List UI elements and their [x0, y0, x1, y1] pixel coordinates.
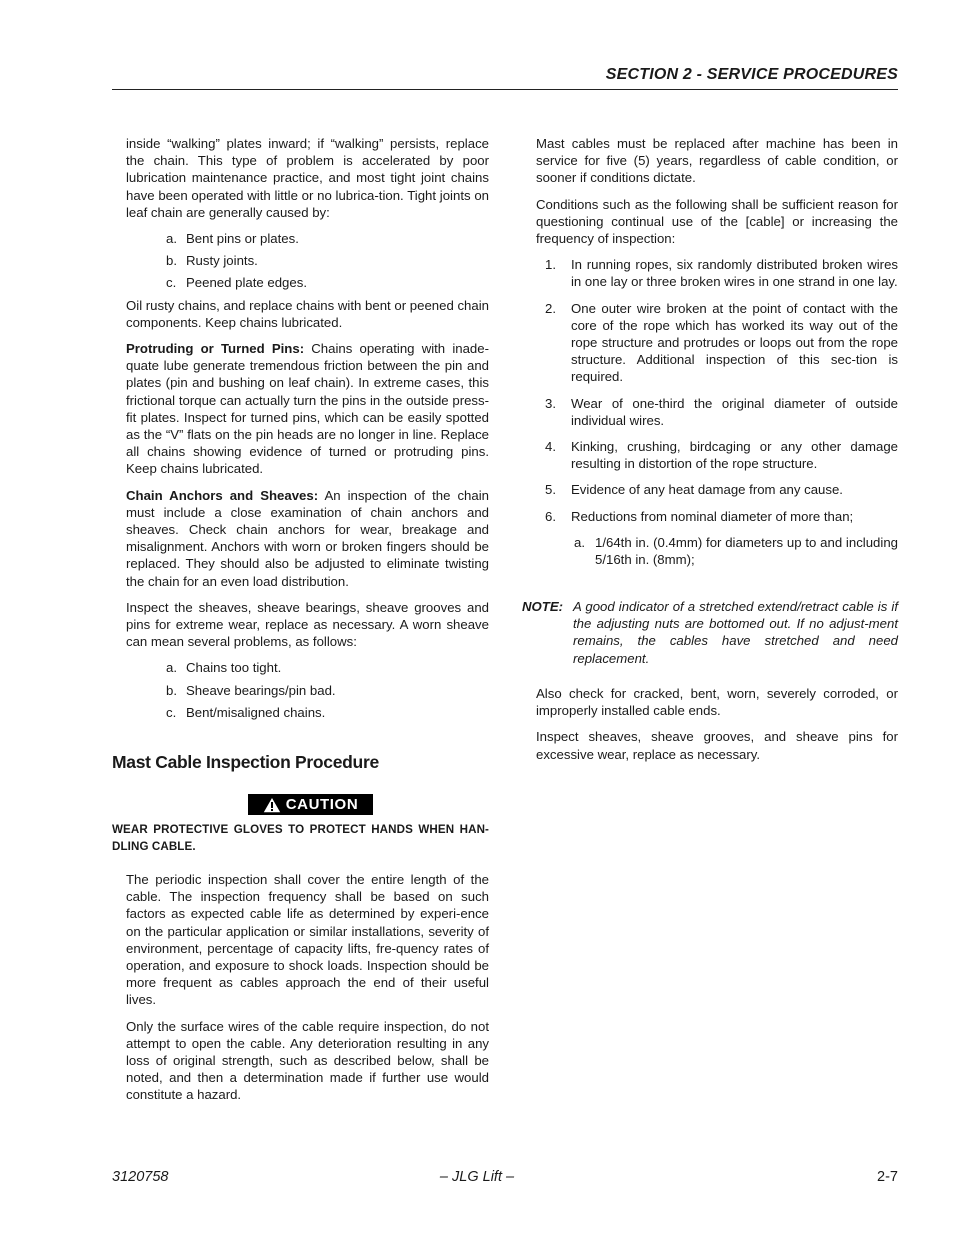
- paragraph-cable-ends: Also check for cracked, bent, worn, severely corroded, or improperly installed cable ends.: [536, 686, 898, 719]
- paragraph-turned-pins: [126, 340, 489, 478]
- list-marker: b.: [166, 682, 177, 698]
- footer-page-number: 2-7: [877, 1169, 898, 1185]
- list-text: 1/64th in. (0.4mm) for diameters up to and including 5/16th in. (8mm);: [595, 534, 898, 568]
- list-text: Bent/misaligned chains.: [186, 704, 326, 720]
- list-marker: c.: [166, 704, 177, 720]
- list-item: [126, 682, 489, 699]
- list-text: One outer wire broken at the point of contact with the core of the rope which has worked its way out of the rope structure and protrudes or loops out from the rope structure. Additional inspection of this sec-tion is required.: [571, 300, 898, 385]
- list-marker: a.: [574, 534, 585, 550]
- list-item: [536, 438, 898, 472]
- list-marker: 4.: [545, 439, 556, 455]
- conditions-list: [536, 256, 898, 525]
- footer-doc-number: 3120758: [112, 1169, 169, 1185]
- list-item: [126, 230, 489, 247]
- list-marker: b.: [166, 253, 177, 269]
- list-text: Bent pins or plates.: [186, 231, 299, 247]
- turned-pins-text: Chains operating with inade-quate lube generate tremendous friction between the pin and plates (pin and bushing on leaf chain). In extreme cases, this frictional torque can actually turn the pins in the outside press-fit plates. Inspect for turned pins, which can be easily spotted as the “V” flats on the pin heads are no longer in line. Replace all chains showing evidence of turned or protruding pins. Keep chains lubricated.: [126, 341, 489, 477]
- note-label: NOTE:: [522, 599, 564, 614]
- note-block: [522, 598, 898, 667]
- tight-joint-causes-list: [126, 230, 489, 292]
- paragraph-oil-rusty-chains: Oil rusty chains, and replace chains with bent or peened chain components. Keep chains lubricated.: [126, 297, 489, 330]
- list-item: [126, 704, 489, 721]
- section-heading: Mast Cable Inspection Procedure: [112, 752, 379, 772]
- list-text: Chains too tight.: [186, 660, 282, 676]
- mast-cable-body: [126, 871, 489, 1113]
- list-item: [126, 274, 489, 291]
- right-column: [536, 135, 898, 573]
- list-text: Wear of one-third the original diameter of outside individual wires.: [571, 395, 898, 428]
- chain-anchors-label: Chain Anchors and Sheaves:: [126, 487, 319, 503]
- list-marker: 6.: [545, 508, 556, 524]
- warning-triangle-icon: [263, 797, 281, 813]
- paragraph-inspect-sheaves: Inspect the sheaves, sheave bearings, sheave grooves and pins for extreme wear, replace as necessary. A worn sheave can mean several problems, as follows:: [126, 599, 489, 650]
- list-item: [536, 534, 898, 568]
- chain-anchors-text: An inspection of the chain must include a close examination of chain anchors and sheaves. Check chain anchors for wear, breakage and misalignment. Anchors with worn or broken fingers should be replaced. They should also be adjusted to eliminate twisting the chain for an even load distribution.: [126, 487, 489, 589]
- list-text: In running ropes, six randomly distributed broken wires in one lay or three broken wires in one strand in one lay.: [571, 257, 898, 290]
- list-text: Rusty joints.: [186, 253, 258, 269]
- list-item: [536, 256, 898, 290]
- list-text: Evidence of any heat damage from any cause.: [571, 482, 843, 498]
- paragraph-surface-wires: Only the surface wires of the cable require inspection, do not attempt to open the cable. Any deterioration resulting in any loss of original strength, such as described below, shall be noted, and then a determination made if further use would constitute a hazard.: [126, 1018, 489, 1103]
- caution-banner: [248, 794, 373, 815]
- right-column-lower: [536, 685, 898, 772]
- section-header: SECTION 2 - SERVICE PROCEDURES: [605, 66, 898, 83]
- footer-publisher: – JLG Lift –: [439, 1169, 515, 1185]
- list-marker: 2.: [545, 300, 556, 316]
- paragraph-cable-replacement: Mast cables must be replaced after machine has been in service for five (5) years, regardless of cable condition, or sooner if conditions dictate.: [536, 136, 898, 186]
- paragraph-chain-anchors: [126, 487, 489, 590]
- list-item: [536, 508, 898, 525]
- caution-label: CAUTION: [285, 796, 359, 813]
- turned-pins-label: Protruding or Turned Pins:: [126, 341, 305, 357]
- list-text: Sheave bearings/pin bad.: [186, 682, 336, 698]
- worn-sheave-problems-list: [126, 659, 489, 721]
- header-rule: [112, 89, 898, 90]
- paragraph-inspect-sheave-pins: Inspect sheaves, sheave grooves, and sheave pins for excessive wear, replace as necessary.: [536, 729, 898, 762]
- list-item: [126, 659, 489, 676]
- paragraph-conditions: Conditions such as the following shall be sufficient reason for questioning continual use of the [cable] or increasing the frequency of inspection:: [536, 196, 898, 247]
- list-text: Reductions from nominal diameter of more than;: [571, 508, 854, 524]
- list-marker: 3.: [545, 395, 556, 411]
- list-marker: c.: [166, 275, 177, 291]
- list-marker: a.: [166, 660, 177, 676]
- list-item: [536, 395, 898, 429]
- list-text: Peened plate edges.: [186, 275, 307, 291]
- diameter-sublist: [536, 534, 898, 568]
- caution-message: WEAR PROTECTIVE GLOVES TO PROTECT HANDS WHEN HAN-DLING CABLE.: [112, 823, 489, 853]
- list-marker: 1.: [545, 257, 556, 273]
- note-text: A good indicator of a stretched extend/retract cable is if the adjusting nuts are bottomed out. If no adjust-ment remains, the cables have stretched and need replacement.: [573, 599, 898, 666]
- list-text: Kinking, crushing, birdcaging or any other damage resulting in distortion of the rope structure.: [571, 439, 898, 472]
- paragraph-walking-plates: inside “walking” plates inward; if “walking” persists, replace the chain. This type of problem is accelerated by poor lubrication maintenance practice, and most tight joint chains have been operated with little or no lubrica-tion. Tight joints on leaf chain are generally caused by:: [126, 136, 489, 220]
- list-item: [126, 252, 489, 269]
- list-item: [536, 300, 898, 386]
- paragraph-periodic-inspection: The periodic inspection shall cover the entire length of the cable. The inspection frequency shall be based on such factors as expected cable life as determined by experi-ence on the particular application or similar installations, severity of environment, percentage of capacity lifts, fre-quency rates of operation, and exposure to shock loads. Inspection should be more frequent as cables approach the end of their useful lives.: [126, 872, 489, 1008]
- list-marker: a.: [166, 231, 177, 247]
- list-item: [536, 481, 898, 498]
- list-marker: 5.: [545, 482, 556, 498]
- left-column: [126, 135, 489, 726]
